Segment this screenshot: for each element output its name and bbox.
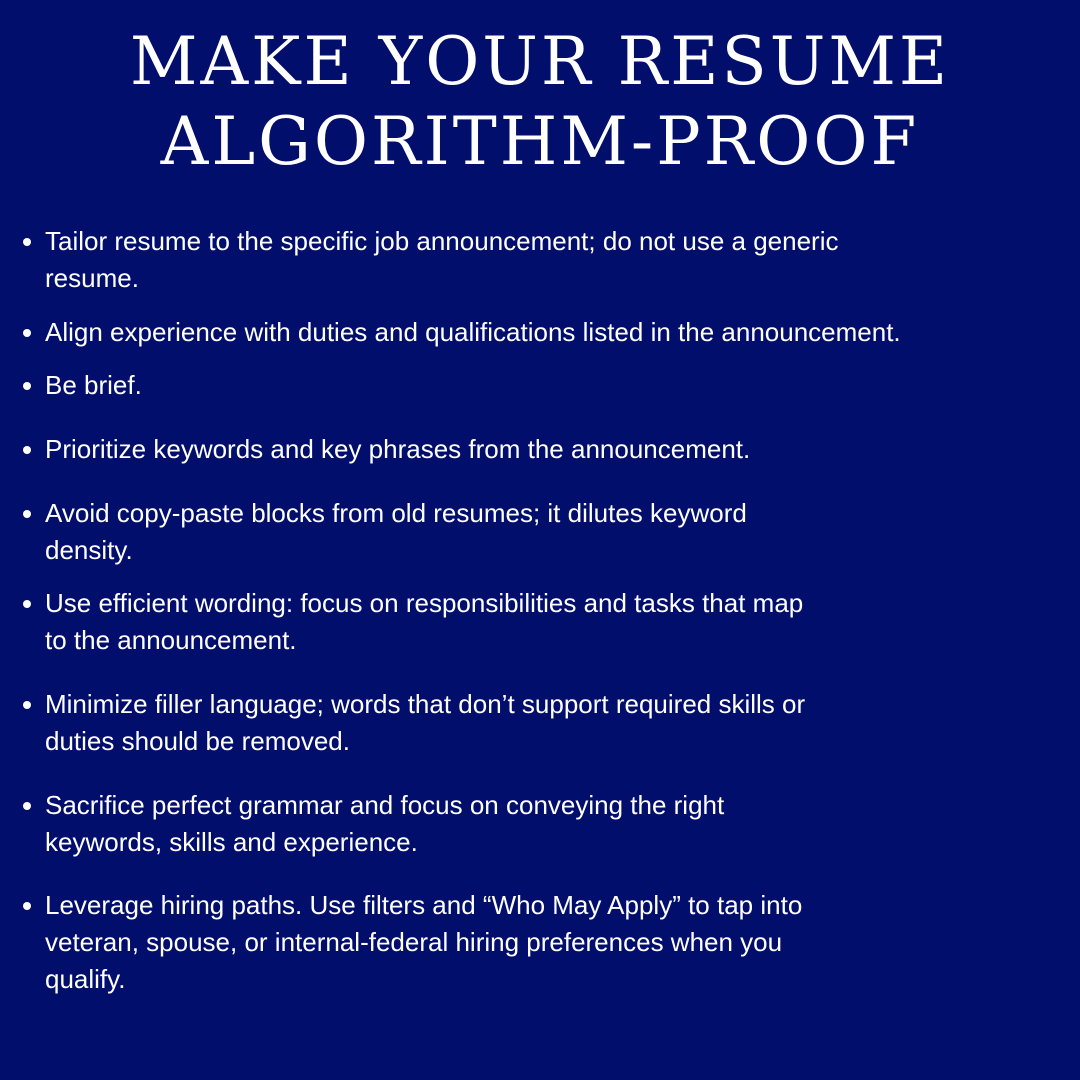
- tip-line: veteran, spouse, or internal-federal hiring preferences when you: [45, 927, 783, 957]
- tip-line: Prioritize keywords and key phrases from the announcement.: [45, 434, 751, 464]
- tip-line: qualify.: [45, 964, 126, 994]
- title-line-1: MAKE YOUR RESUME: [129, 23, 951, 100]
- tip-line: keywords, skills and experience.: [45, 827, 418, 857]
- tip-line: Be brief.: [45, 370, 142, 400]
- tip-align-experience: [45, 314, 901, 351]
- tip-line: Avoid copy-paste blocks from old resumes; it dilutes keyword: [45, 498, 747, 528]
- page-title: [0, 22, 1080, 182]
- tip-be-brief: [45, 367, 142, 404]
- tip-line: density.: [45, 535, 133, 565]
- tip-minimize-filler: [45, 686, 805, 760]
- tip-line: Align experience with duties and qualifications listed in the announcement.: [45, 317, 901, 347]
- tip-line: to the announcement.: [45, 625, 297, 655]
- tip-line: Minimize filler language; words that don’t support required skills or: [45, 689, 806, 719]
- tip-line: Leverage hiring paths. Use filters and “Who May Apply” to tap into: [45, 890, 803, 920]
- tip-line: Tailor resume to the specific job announcement; do not use a generic: [45, 226, 839, 256]
- tip-avoid-copy-paste: [45, 495, 747, 569]
- tip-tailor-resume: [45, 223, 838, 297]
- tip-efficient-wording: [45, 585, 803, 659]
- tip-line: Use efficient wording: focus on responsibilities and tasks that map: [45, 588, 804, 618]
- tip-line: resume.: [45, 263, 139, 293]
- title-line-2: ALGORITHM-PROOF: [160, 103, 920, 180]
- tip-sacrifice-grammar: [45, 787, 724, 861]
- tip-prioritize-keywords: [45, 431, 750, 468]
- tip-line: duties should be removed.: [45, 726, 350, 756]
- tip-line: Sacrifice perfect grammar and focus on conveying the right: [45, 790, 725, 820]
- tip-leverage-hiring-paths: [45, 887, 802, 998]
